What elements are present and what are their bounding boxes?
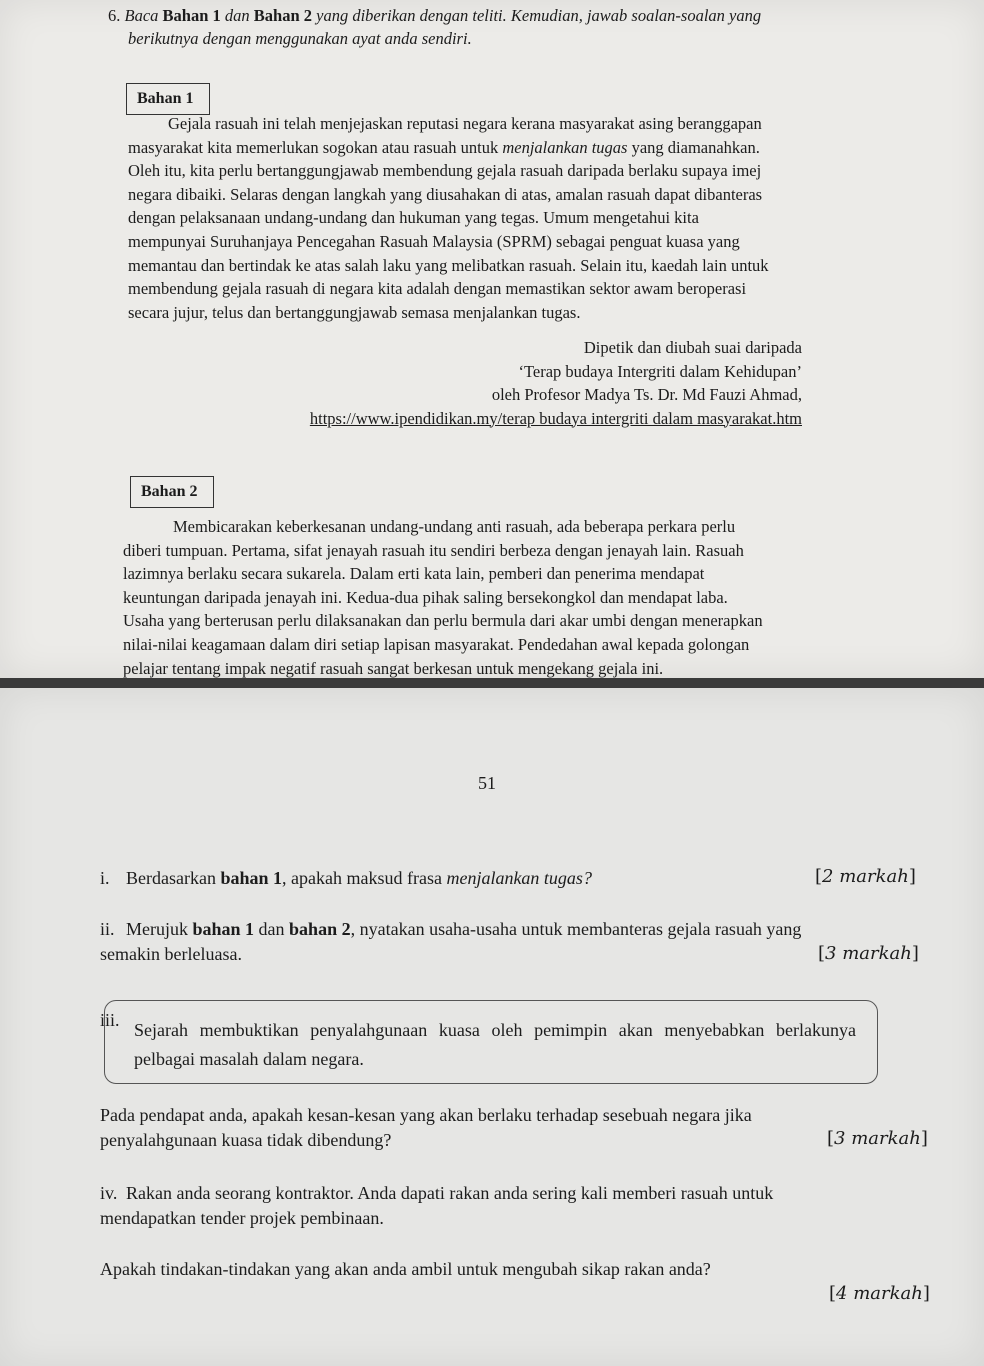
question-i: i. Berdasarkan bahan 1, apakah maksud frasa menjalankan tugas? (100, 868, 592, 888)
bahan-2-label: Bahan 2 (130, 476, 214, 508)
marks-q1: [2 markah] (815, 866, 916, 887)
bahan-2-passage: Membicarakan keberkesanan undang-undang anti rasuah, ada beberapa perkara perlu diberi tumpuan. Pertama, sifat jenayah rasuah itu sendiri berbeza dengan jenayah lain. Rasuah lazimnya berlaku secara sukarela. Dalam erti kata lain, pemberi dan penerima mendapat keuntungan daripada jenayah ini. Kedua-dua pihak saling bersekongkol dan mendapat laba. Usaha yang berterusan perlu dilaksanakan dan perlu bermula dari akar umbi dengan menerapkan nilai-nilai keagamaan dalam diri setiap lapisan masyarakat. Pendedahan awal kepada golongan pelajar tentang impak negatif rasuah sangat berkesan untuk mengekang gejala ini. (123, 517, 763, 678)
page-number: 51 (478, 773, 496, 793)
source-url: https://www.ipendidikan.my/terap budaya intergriti dalam masyarakat.htm (309, 408, 802, 428)
question-iii: Pada pendapat anda, apakah kesan-kesan yang akan berlaku terhadap sesebuah negara jika penyalahgunaan kuasa tidak dibendung? (100, 1105, 752, 1150)
marks-q3: [3 markah] (827, 1128, 928, 1149)
marks-q2: [3 markah] (818, 943, 919, 964)
citation: Dipetik dan diubah suai daripada ‘Terap budaya Intergriti dalam Kehidupan’ oleh Profesor Madya Ts. Dr. Md Fauzi Ahmad, https://www.ipendidikan.my/terap budaya intergriti dalam masyarakat.htm (202, 336, 802, 430)
question-iii-number: iii. (100, 1010, 120, 1030)
question-ii: ii. Merujuk bahan 1 dan bahan 2, nyatakan usaha-usaha untuk membanteras gejala rasuah yang semakin berleluasa. (100, 919, 802, 964)
question-iv: iv. Rakan anda seorang kontraktor. Anda dapati rakan anda sering kali memberi rasuah untuk mendapatkan tender projek pembinaan. (100, 1183, 774, 1228)
instruction-line-2: berikutnya dengan menggunakan ayat anda sendiri. (128, 29, 472, 48)
bahan-1-passage: Gejala rasuah ini telah menjejaskan reputasi negara kerana masyarakat asing beranggapan masyarakat kita memerlukan sogokan atau rasuah untuk menjalankan tugas yang diamanahkan. Oleh itu, kita perlu bertanggungjawab membendung gejala rasuah daripada berlaku supaya imej negara dibaiki. Selaras dengan langkah yang diusahakan di atas, amalan rasuah dapat dibanteras dengan pelaksanaan undang-undang dan hukuman yang tegas. Umum mengetahui kita mempunyai Suruhanjaya Pencegahan Rasuah Malaysia (SPRM) sebagai penguat kuasa yang memantau dan bertindak ke atas salah laku yang melibatkan rasuah. Selain itu, kaedah lain untuk membendung gejala rasuah di negara kita adalah dengan memastikan sektor awam beroperasi secara jujur, telus dan bertanggungjawab semasa menjalankan tugas. (128, 114, 769, 322)
quote-text: Sejarah membuktikan penyalahgunaan kuasa oleh pemimpin akan menyebabkan berlakunya pelbagai masalah dalam negara. (134, 1020, 856, 1069)
question-iv-prompt: Apakah tindakan-tindakan yang akan anda ambil untuk mengubah sikap rakan anda? (100, 1259, 711, 1279)
bahan-1-label: Bahan 1 (126, 83, 210, 115)
question-6-instruction: 6. Baca Bahan 1 dan Bahan 2 yang diberikan dengan teliti. Kemudian, jawab soalan-soalan yang berikutnya dengan menggunakan ayat anda sendiri. (108, 6, 762, 48)
marks-q4: [4 markah] (829, 1283, 930, 1304)
question-number: 6. (108, 6, 121, 25)
